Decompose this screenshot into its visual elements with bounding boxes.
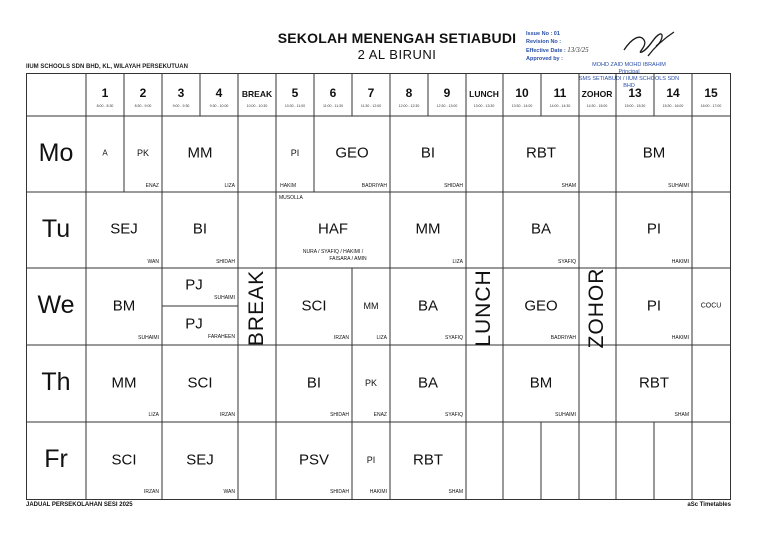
lesson-mo-geo: GEO <box>335 144 369 162</box>
lesson-tu-ba: BA <box>530 220 552 238</box>
lesson-we-bm: BM <box>112 297 136 315</box>
period-15-number: 15 <box>704 86 718 100</box>
lesson-we-pj-2: PJ <box>185 315 203 333</box>
period-6-time: 11:00 - 11:30 <box>322 104 344 108</box>
teacher-we-pj-1: SUHAIMI <box>214 295 235 301</box>
lunch-time: 13:00 - 13:30 <box>473 104 495 108</box>
teacher-tu-mm: LIZA <box>452 259 463 265</box>
period-6-number: 6 <box>329 86 337 100</box>
period-14-number: 14 <box>666 86 680 100</box>
break-column-label: BREAK <box>245 269 268 347</box>
organization-line: IIUM SCHOOLS SDN BHD, KL, WILAYAH PERSEKUTUAN <box>26 64 188 70</box>
day-tuesday: Tu <box>41 215 71 243</box>
teacher-we-ba: SYAFIQ <box>445 335 463 341</box>
effective-date-value: 13/3/25 <box>567 46 589 54</box>
approver-role: Principal <box>618 69 640 75</box>
zohor-column-label: ZOHOR <box>585 267 608 349</box>
teacher-th-sci: IRZAN <box>220 412 235 418</box>
effective-date <box>526 46 589 55</box>
timetable-grid <box>26 73 731 500</box>
lesson-mo-pi: PI <box>290 148 300 158</box>
lesson-tu-haf: HAF <box>318 220 348 238</box>
lesson-fr-sej: SEJ <box>186 451 214 469</box>
approver-org: SMS SETIABUDI / IIUM SCHOOLS SDN BHD <box>578 76 680 89</box>
period-13-time: 15:00 - 15:30 <box>624 104 646 108</box>
teacher-th-rbt: SHAM <box>674 412 689 418</box>
lesson-fr-sci: SCI <box>111 451 137 469</box>
lesson-th-ba: BA <box>417 374 439 392</box>
day-monday: Mo <box>38 139 74 167</box>
footer-generator-label: aSc Timetables <box>687 502 731 508</box>
approved-by-label: Approved by : <box>526 56 563 62</box>
lesson-mo-rbt: RBT <box>526 144 556 162</box>
period-2-time: 8:30 - 9:00 <box>134 104 152 108</box>
teacher-mo-rbt: SHAM <box>561 183 576 189</box>
grid-lines <box>26 73 731 500</box>
period-13-number: 13 <box>628 86 642 100</box>
lesson-th-bm: BM <box>529 374 553 392</box>
period-11-number: 11 <box>553 86 567 100</box>
period-15-time: 16:00 - 17:00 <box>700 104 722 108</box>
lesson-mo-a: A <box>102 148 108 158</box>
break-header: BREAK <box>241 89 273 99</box>
teacher-fr-rbt: SHAM <box>448 489 463 495</box>
lesson-th-rbt: RBT <box>639 374 669 392</box>
period-7-time: 11:30 - 12:00 <box>360 104 382 108</box>
teacher-th-bi: SHIDAH <box>330 412 349 418</box>
lesson-tu-sej: SEJ <box>110 220 138 238</box>
period-1-number: 1 <box>101 86 109 100</box>
effective-date-label: Effective Date : <box>526 48 566 54</box>
period-4-time: 9:30 - 10:00 <box>209 104 229 108</box>
teacher-tu-sej: WAN <box>147 259 159 265</box>
period-10-number: 10 <box>515 86 529 100</box>
period-5-number: 5 <box>291 86 299 100</box>
lesson-th-pk: PK <box>364 378 378 388</box>
teacher-we-geo: BADRIYAH <box>550 335 576 341</box>
class-title: 2 AL BIRUNI <box>357 47 437 62</box>
lesson-th-bi: BI <box>306 374 322 392</box>
room-tu-haf: MUSOLLA <box>279 195 303 201</box>
lunch-column-label: LUNCH <box>472 269 495 347</box>
day-friday: Fr <box>44 445 68 473</box>
lesson-we-pj-1: PJ <box>185 276 203 294</box>
period-9-time: 12:30 - 13:00 <box>436 104 458 108</box>
school-title: SEKOLAH MENENGAH SETIABUDI <box>277 30 517 46</box>
handwritten-signature <box>618 28 678 60</box>
period-9-number: 9 <box>443 86 451 100</box>
teacher-tu-haf-2: FAISARA / AMIN <box>329 256 367 262</box>
teacher-mo-pk: ENAZ <box>145 183 159 189</box>
lesson-th-sci: SCI <box>187 374 213 392</box>
footer-session-label: JADUAL PERSEKOLAHAN SESI 2025 <box>26 502 133 508</box>
lesson-mo-bi: BI <box>420 144 436 162</box>
period-8-number: 8 <box>405 86 413 100</box>
teacher-fr-pi: HAKIMI <box>369 489 387 495</box>
teacher-th-ba: SYAFIQ <box>445 412 463 418</box>
period-7-number: 7 <box>367 86 375 100</box>
document-control-block <box>526 30 589 63</box>
lesson-tu-pi: PI <box>646 220 662 238</box>
lesson-fr-rbt: RBT <box>413 451 443 469</box>
lesson-mo-bm: BM <box>642 144 666 162</box>
period-2-number: 2 <box>139 86 147 100</box>
teacher-mo-bm: SUHAIMI <box>668 183 689 189</box>
issue-number: Issue No : 01 <box>526 31 560 37</box>
teacher-mo-mm: LIZA <box>224 183 235 189</box>
teacher-tu-haf-1: NURA / SYAFIQ / HAKIMI / <box>302 249 364 255</box>
break-time: 10:00 - 10:30 <box>246 104 268 108</box>
teacher-we-bm: SUHAIMI <box>138 335 159 341</box>
teacher-fr-sci: IRZAN <box>144 489 159 495</box>
lesson-we-mm: MM <box>363 301 379 311</box>
period-5-time: 10:30 - 11:00 <box>284 104 306 108</box>
teacher-th-mm: LIZA <box>148 412 159 418</box>
teacher-fr-sej: WAN <box>223 489 235 495</box>
period-4-number: 4 <box>215 86 223 100</box>
lesson-we-geo: GEO <box>524 297 558 315</box>
teacher-mo-geo: BADRIYAH <box>361 183 387 189</box>
approver-name: MOHD ZAID MOHD IBRAHIM <box>592 62 666 68</box>
lesson-we-pi: PI <box>646 297 662 315</box>
period-10-time: 13:30 - 14:00 <box>511 104 533 108</box>
day-wednesday: We <box>37 291 75 319</box>
teacher-we-sci: IRZAN <box>334 335 349 341</box>
lesson-fr-psv: PSV <box>298 451 330 469</box>
zohor-time: 14:30 - 15:00 <box>586 104 608 108</box>
teacher-mo-pi: HAKIM <box>280 183 296 189</box>
teacher-tu-pi: HAKIMI <box>671 259 689 265</box>
period-3-number: 3 <box>177 86 185 100</box>
teacher-we-pj-2: FARAHEEN <box>208 334 235 340</box>
lesson-mo-pk: PK <box>136 148 150 158</box>
zohor-header: ZOHOR <box>581 89 613 99</box>
teacher-we-mm: LIZA <box>376 335 387 341</box>
lesson-we-sci: SCI <box>301 297 327 315</box>
teacher-tu-bi: SHIDAH <box>216 259 235 265</box>
lunch-header: LUNCH <box>469 89 499 99</box>
period-11-time: 14:00 - 14:30 <box>549 104 571 108</box>
lesson-we-cocu: COCU <box>700 302 722 310</box>
teacher-th-bm: SUHAIMI <box>555 412 576 418</box>
lesson-mo-mm: MM <box>187 144 213 162</box>
lesson-tu-bi: BI <box>192 220 208 238</box>
period-1-time: 8:00 - 8:30 <box>96 104 114 108</box>
lesson-th-mm: MM <box>111 374 137 392</box>
teacher-mo-bi: SHIDAH <box>444 183 463 189</box>
lesson-fr-pi: PI <box>366 455 376 465</box>
lesson-tu-mm: MM <box>415 220 441 238</box>
teacher-fr-psv: SHIDAH <box>330 489 349 495</box>
day-thursday: Th <box>41 368 71 396</box>
teacher-we-pi: HAKIMI <box>671 335 689 341</box>
lesson-we-ba: BA <box>417 297 439 315</box>
period-8-time: 12:00 - 12:30 <box>398 104 420 108</box>
period-14-time: 15:30 - 16:00 <box>662 104 684 108</box>
period-3-time: 9:00 - 9:30 <box>172 104 190 108</box>
teacher-tu-ba: SYAFIQ <box>558 259 576 265</box>
revision-number: Revision No : <box>526 39 562 45</box>
teacher-th-pk: ENAZ <box>373 412 387 418</box>
